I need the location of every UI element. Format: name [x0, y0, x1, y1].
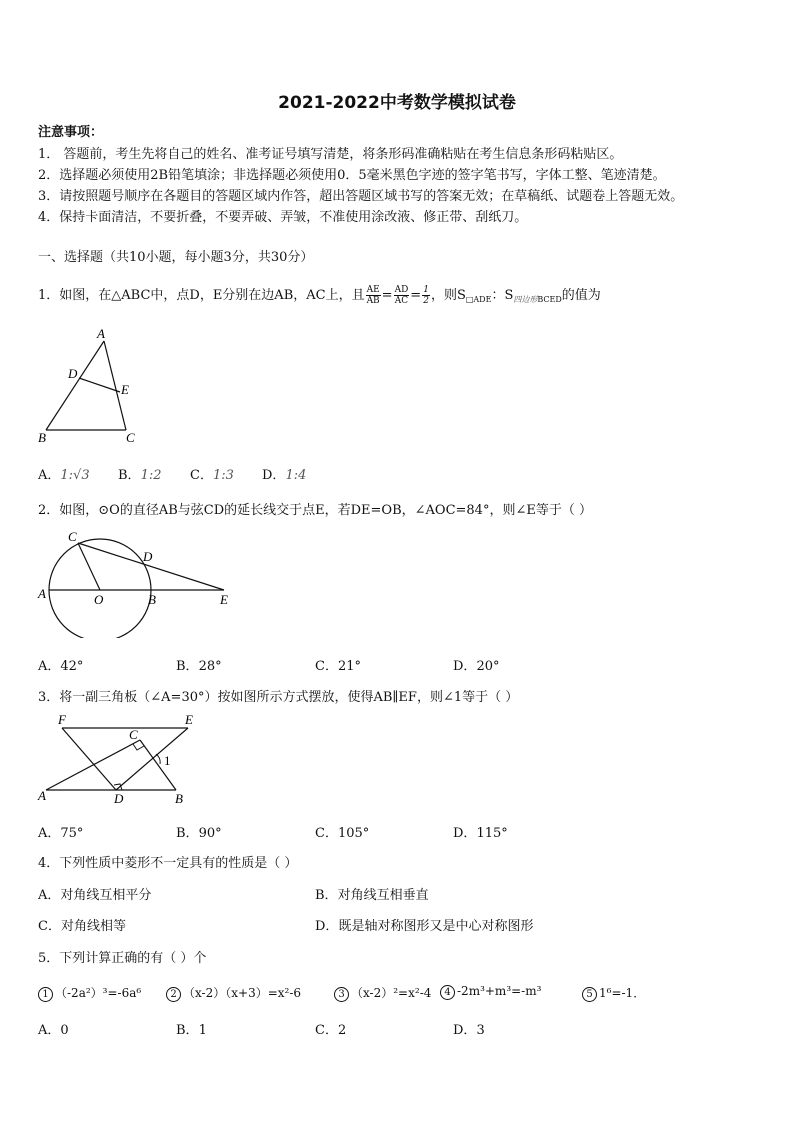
figure-triangle-abc	[36, 326, 146, 448]
fraction-ad-ac: $\frac{AD}{AC}$	[394, 285, 409, 306]
notes-heading: 注意事项：	[38, 125, 104, 140]
q3-option-b[interactable]: B．90°	[176, 826, 222, 841]
fig1-label-e: E	[121, 382, 129, 397]
q5-option-c[interactable]: C．2	[315, 1023, 347, 1038]
fig3-label-f: F	[58, 712, 66, 727]
fig2-label-c: C	[68, 529, 77, 544]
q2-option-d[interactable]: D．20°	[453, 659, 500, 674]
fig3-label-one: 1	[164, 753, 171, 768]
fig2-label-e: E	[220, 592, 228, 607]
q2-option-c[interactable]: C．21°	[315, 659, 361, 674]
q1-option-c[interactable]: C．1:3	[190, 468, 234, 483]
q5-item-1: 1 （-2a²）³=-6a⁶	[38, 984, 141, 1002]
figure-circle-o	[36, 528, 236, 638]
q5-item-2: 2 （x-2）（x+3）=x²-6	[166, 984, 301, 1002]
question-5-stem: 5．下列计算正确的有（ ）个	[38, 951, 207, 966]
fig3-label-e: E	[185, 712, 193, 727]
q3-option-a[interactable]: A．75°	[38, 826, 84, 841]
q1-option-a[interactable]: A．1:√3	[38, 468, 90, 483]
note-3: 3．请按照题号顺序在各题目的答题区域内作答，超出答题区域书写的答案无效；在草稿纸、试题卷上答题无效。	[38, 189, 684, 204]
q5-item-3: 3 （x-2）²=x²-4	[334, 984, 431, 1002]
note-2: 2．选择题必须使用2B铅笔填涂；非选择题必须使用0．5毫米黑色字迹的签字笔书写，字体工整、笔迹清楚。	[38, 168, 666, 183]
q1-option-d[interactable]: D．1:4	[262, 468, 307, 483]
fig2-label-d: D	[143, 549, 153, 564]
fig3-label-d: D	[114, 791, 124, 806]
question-2-stem: 2．如图，⊙O的直径AB与弦CD的延长线交于点E，若DE=OB，∠AOC=84°，则∠E等于（ ）	[38, 503, 592, 518]
q5-option-d[interactable]: D．3	[453, 1023, 485, 1038]
fig1-label-d: D	[68, 366, 78, 381]
fig1-label-c: C	[126, 430, 135, 445]
fig1-label-a: A	[97, 326, 105, 341]
question-4-stem: 4．下列性质中菱形不一定具有的性质是（ ）	[38, 856, 298, 871]
q4-option-a[interactable]: A．对角线互相平分	[38, 888, 152, 903]
fig2-label-o: O	[94, 592, 104, 607]
q5-item-4: 4 -2m³+m³=-m³	[440, 984, 541, 1000]
q3-option-d[interactable]: D．115°	[453, 826, 508, 841]
q5-item-5: 5 1⁶=-1．	[582, 984, 645, 1002]
figure-set-squares	[36, 712, 206, 808]
fig3-label-b: B	[175, 791, 183, 806]
q4-option-d[interactable]: D．既是轴对称图形又是中心对称图形	[315, 919, 534, 934]
q4-option-c[interactable]: C．对角线相等	[38, 919, 126, 934]
fig2-label-a: A	[38, 586, 46, 601]
fraction-half: $\frac{1}{2}$	[423, 285, 429, 306]
fig3-label-c: C	[129, 727, 138, 742]
note-4: 4．保持卡面清洁，不要折叠，不要弄破、弄皱，不准使用涂改液、修正带、刮纸刀。	[38, 210, 528, 225]
q5-option-b[interactable]: B．1	[176, 1023, 207, 1038]
page-title: 2021-2022中考数学模拟试卷	[278, 93, 516, 113]
question-1-stem: 1．如图，在△ABC中，点D，E分别在边AB，AC上，且 $\frac{AE}{AB}$ = $\frac{AD}{AC}$ = $\frac{1}{2}$ ，则$S_{□ADE}$：$S_{四边形BCED}$的值为	[38, 285, 601, 306]
fig1-label-b: B	[38, 430, 46, 445]
note-1: 1． 答题前，考生先将自己的姓名、准考证号填写清楚，将条形码准确粘贴在考生信息条形码粘贴区。	[38, 147, 623, 162]
fig2-label-b: B	[148, 592, 156, 607]
q1-option-b[interactable]: B．1:2	[118, 468, 162, 483]
q2-option-b[interactable]: B．28°	[176, 659, 222, 674]
section-heading: 一、选择题（共10小题，每小题3分，共30分）	[38, 250, 314, 265]
q4-option-b[interactable]: B．对角线互相垂直	[315, 888, 429, 903]
q3-option-c[interactable]: C．105°	[315, 826, 370, 841]
q2-option-a[interactable]: A．42°	[38, 659, 84, 674]
fraction-ae-ab: $\frac{AE}{AB}$	[366, 285, 380, 306]
fig3-label-a: A	[38, 788, 46, 803]
q5-option-a[interactable]: A．0	[38, 1023, 69, 1038]
question-3-stem: 3．将一副三角板（∠A=30°）按如图所示方式摆放，使得AB∥EF，则∠1等于（ ）	[38, 690, 519, 705]
